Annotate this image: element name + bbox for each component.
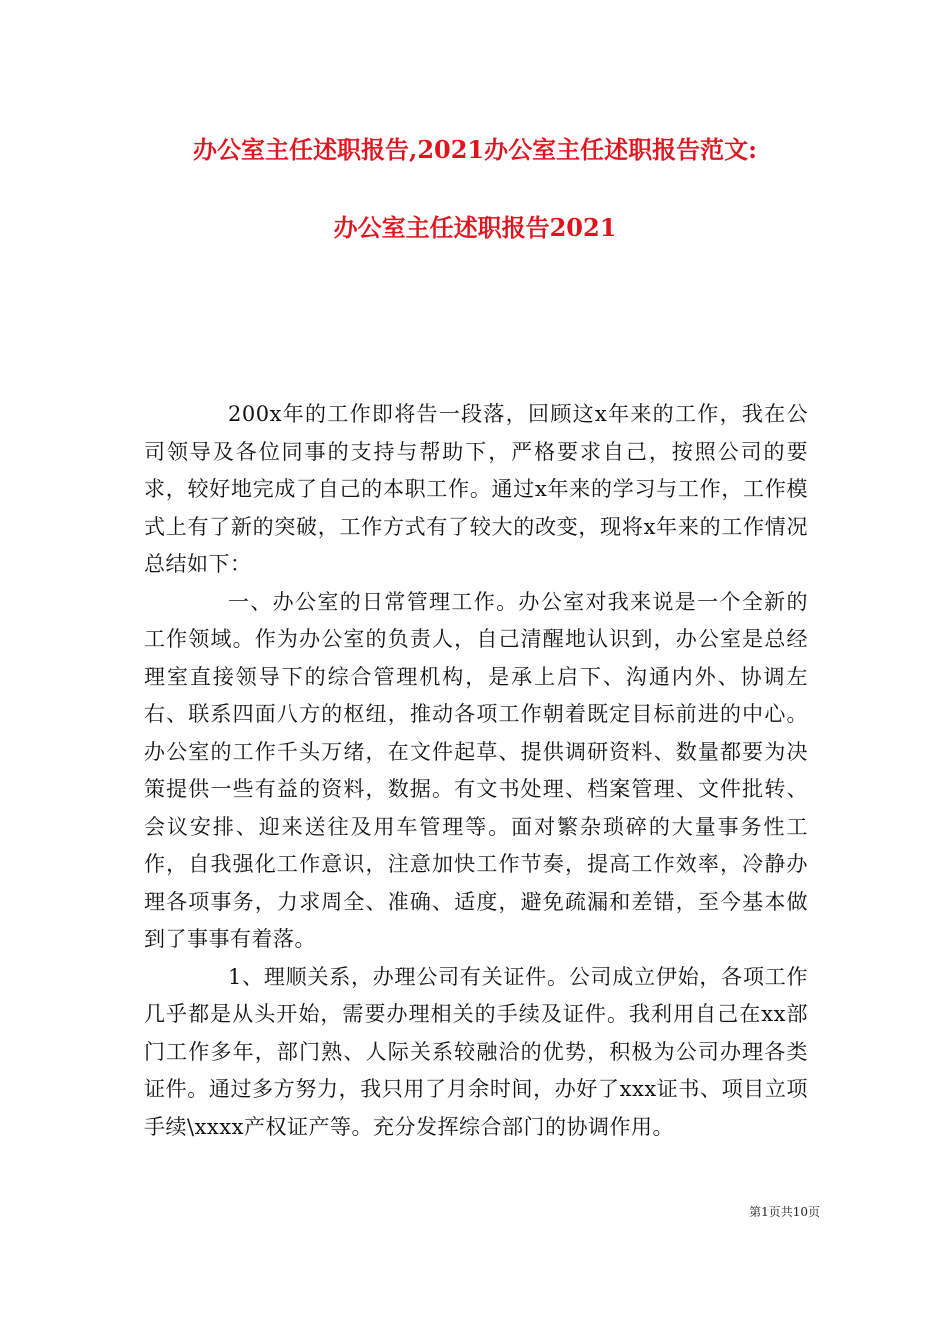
document-title-line-2: 办公室主任述职报告2021 [333, 213, 617, 242]
paragraph-intro: 200x年的工作即将告一段落，回顾这x年来的工作，我在公司领导及各位同事的支持与帮助下，严格要求自己，按照公司的要求，较好地完成了自己的本职工作。通过x年来的学习与工作，工作模式上有了新的突破，工作方式有了较大的改变，现将x年来的工作情况总结如下： [144, 402, 808, 576]
document-title-line-1: 办公室主任述职报告,2021办公室主任述职报告范文: [192, 135, 757, 164]
page-number-footer: 第1页共10页 [749, 1205, 820, 1219]
paragraph-item-1: 1、理顺关系，办理公司有关证件。公司成立伊始，各项工作几乎都是从头开始，需要办理相关的手续及证件。我利用自己在xx部门工作多年，部门熟、人际关系较融洽的优势，积极为公司办理各类证件。通过多方努力，我只用了月余时间，办好了xxx证书、项目立项手续\xxxx产权证产等。充分发挥综合部门的协调作用。 [144, 964, 808, 1139]
paragraph-section-1: 一、办公室的日常管理工作。办公室对我来说是一个全新的工作领域。作为办公室的负责人，自己清醒地认识到，办公室是总经理室直接领导下的综合管理机构，是承上启下、沟通内外、协调左右、联系四面八方的枢纽，推动各项工作朝着既定目标前进的中心。办公室的工作千头万绪，在文件起草、提供调研资料、数量都要为决策提供一些有益的资料，数据。有文书处理、档案管理、文件批转、会议安排、迎来送往及用车管理等。面对繁杂琐碎的大量事务性工作，自我强化工作意识，注意加快工作节奏，提高工作效率，冷静办理各项事务，力求周全、准确、适度，避免疏漏和差错，至今基本做到了事事有着落。 [144, 589, 808, 951]
document-body [144, 396, 808, 1146]
